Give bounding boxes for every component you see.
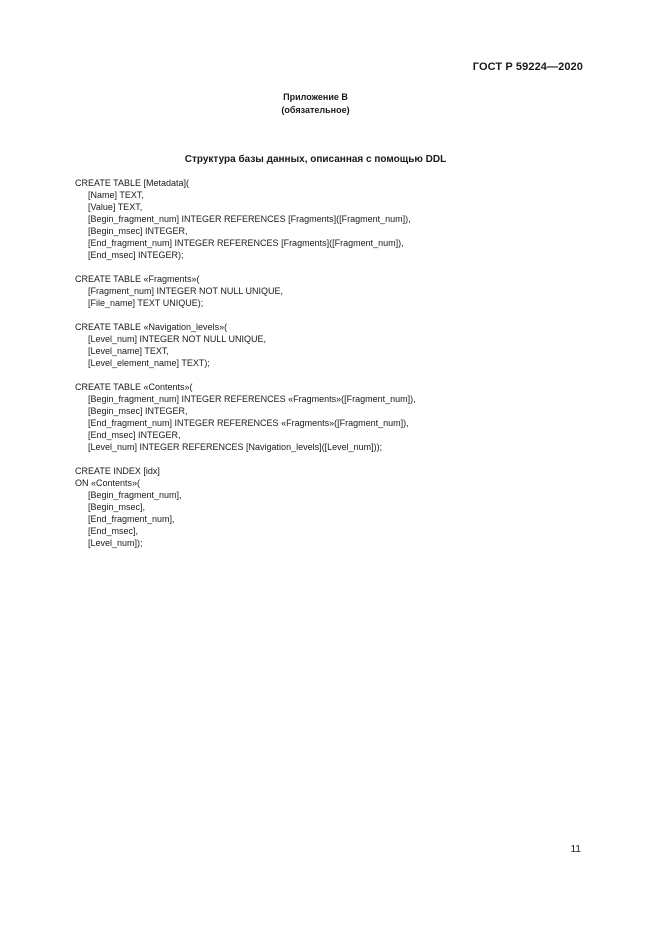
ddl-code-line: [Begin_msec] INTEGER, xyxy=(88,406,188,416)
ddl-code-line: [Begin_msec] INTEGER, xyxy=(88,226,188,236)
ddl-code-line: [Level_num] INTEGER REFERENCES [Navigation_levels]([Level_num])); xyxy=(88,442,383,452)
ddl-code-line: [End_msec] INTEGER); xyxy=(88,250,184,260)
ddl-code-line: [Begin_fragment_num] INTEGER REFERENCES «Fragments»([Fragment_num]), xyxy=(88,394,416,404)
ddl-code-line: CREATE TABLE «Navigation_levels»( xyxy=(75,322,228,332)
section-title: Структура базы данных, описанная с помощью DDL xyxy=(184,154,447,165)
annex-heading xyxy=(0,91,631,117)
ddl-code-line: [Begin_fragment_num] INTEGER REFERENCES [Fragments]([Fragment_num]), xyxy=(88,214,411,224)
ddl-code-line: [Level_element_name] TEXT); xyxy=(88,358,210,368)
annex-status: (обязательное) xyxy=(281,105,350,115)
ddl-statement-block xyxy=(75,273,575,309)
ddl-code-line: [Level_name] TEXT, xyxy=(88,346,169,356)
ddl-code-line: CREATE TABLE «Fragments»( xyxy=(75,274,200,284)
ddl-code-line: [End_fragment_num] INTEGER REFERENCES «Fragments»([Fragment_num]), xyxy=(88,418,409,428)
ddl-code-line: [Begin_fragment_num], xyxy=(88,490,182,500)
ddl-statement-block xyxy=(75,321,575,369)
page-number: 11 xyxy=(570,844,581,855)
ddl-code-listing xyxy=(75,177,575,561)
ddl-code-line: [End_fragment_num], xyxy=(88,514,175,524)
ddl-code-line: CREATE INDEX [idx] xyxy=(75,466,160,476)
standard-identifier: ГОСТ Р 59224—2020 xyxy=(472,61,583,73)
ddl-code-line: [Begin_msec], xyxy=(88,502,146,512)
ddl-code-line: [Value] TEXT, xyxy=(88,202,143,212)
ddl-code-line: [End_msec], xyxy=(88,526,139,536)
ddl-code-line: [Fragment_num] INTEGER NOT NULL UNIQUE, xyxy=(88,286,284,296)
ddl-code-line: [Level_num]); xyxy=(88,538,143,548)
ddl-statement-block xyxy=(75,381,575,453)
ddl-code-line: CREATE TABLE «Contents»( xyxy=(75,382,193,392)
ddl-code-line: [Level_num] INTEGER NOT NULL UNIQUE, xyxy=(88,334,267,344)
ddl-statement-block xyxy=(75,177,575,261)
annex-title: Приложение В xyxy=(283,92,348,102)
ddl-code-line: [Name] TEXT, xyxy=(88,190,144,200)
ddl-code-line: CREATE TABLE [Metadata]( xyxy=(75,178,190,188)
ddl-code-line: ON «Contents»( xyxy=(75,478,141,488)
ddl-code-line: [End_msec] INTEGER, xyxy=(88,430,181,440)
ddl-statement-block xyxy=(75,465,575,549)
ddl-code-line: [End_fragment_num] INTEGER REFERENCES [Fragments]([Fragment_num]), xyxy=(88,238,404,248)
ddl-code-line: [File_name] TEXT UNIQUE); xyxy=(88,298,204,308)
